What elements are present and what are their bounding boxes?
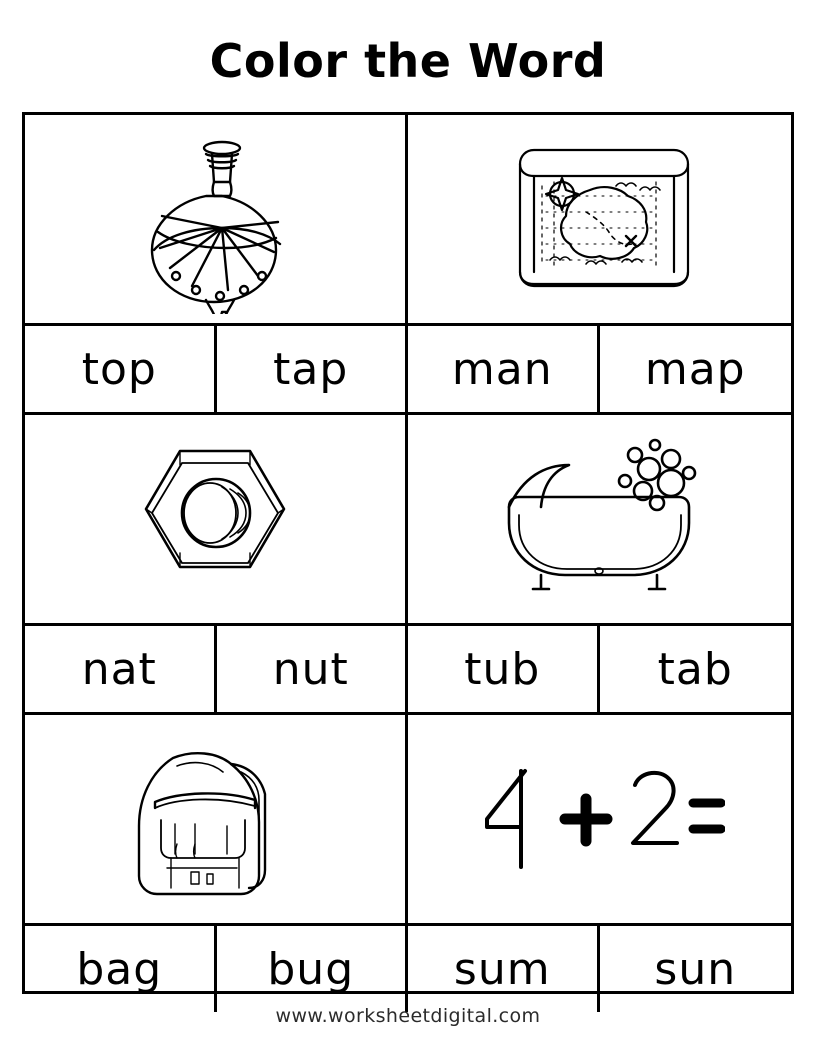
picture-cell-nut[interactable]	[25, 415, 408, 623]
word-option[interactable]: map	[644, 343, 746, 395]
word-option[interactable]: bag	[25, 926, 217, 1012]
footer-website: www.worksheetdigital.com	[275, 1005, 541, 1027]
hex-nut-icon	[120, 429, 310, 609]
picture-cell-treasure-map[interactable]	[408, 115, 791, 323]
word-row	[25, 326, 791, 415]
word-row	[25, 626, 791, 715]
word-option[interactable]: nut	[217, 626, 409, 712]
spinning-top-icon	[110, 124, 320, 314]
page-title: Color the Word	[209, 34, 607, 88]
worksheet-grid	[22, 112, 794, 994]
word-option[interactable]: nat	[25, 626, 217, 712]
word-option[interactable]: sum	[408, 926, 600, 1012]
picture-cell-backpack[interactable]	[25, 715, 408, 923]
picture-cell-bathtub[interactable]	[408, 415, 791, 623]
picture-row	[25, 415, 791, 626]
word-row	[25, 926, 791, 1012]
picture-cell-sum[interactable]	[408, 715, 791, 923]
word-option[interactable]: tub	[408, 626, 600, 712]
backpack-icon	[115, 724, 315, 914]
word-option[interactable]: man	[408, 326, 600, 412]
treasure-map-icon	[490, 124, 710, 314]
picture-cell-spinning-top[interactable]	[25, 115, 408, 323]
bathtub-icon	[485, 429, 715, 609]
word-option[interactable]: tab	[657, 643, 733, 695]
word-option[interactable]: sun	[654, 943, 737, 995]
picture-row	[25, 115, 791, 326]
addition-equation-icon	[475, 759, 725, 879]
word-option[interactable]: bug	[217, 926, 409, 1012]
word-option[interactable]: top	[25, 326, 217, 412]
word-option[interactable]: tap	[217, 326, 409, 412]
picture-row	[25, 715, 791, 926]
